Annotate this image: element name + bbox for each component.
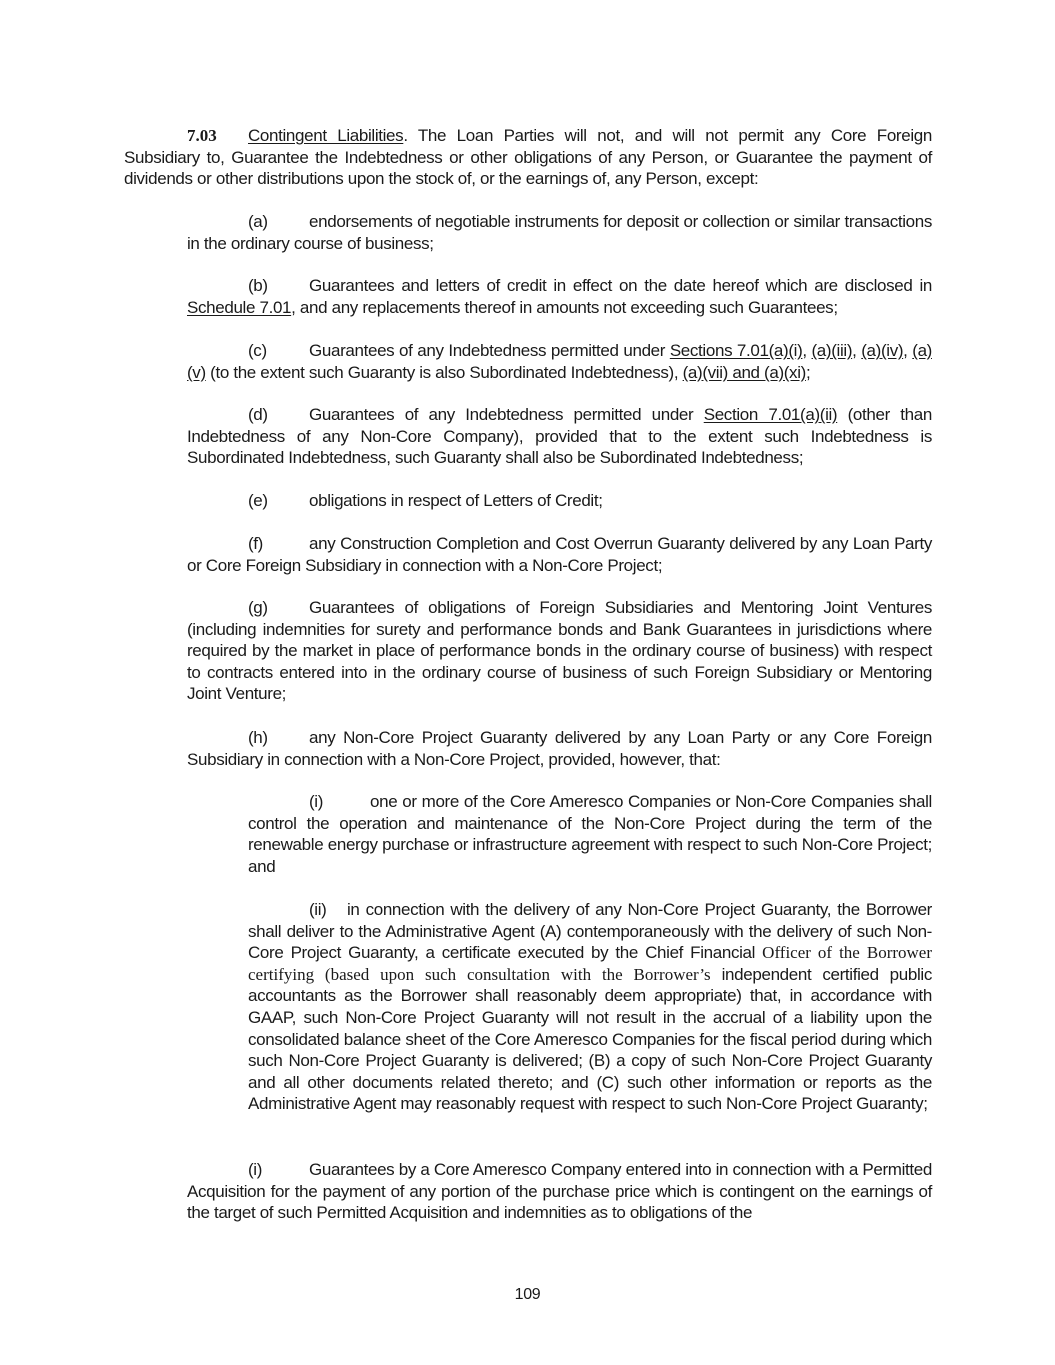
clause-h-i [248, 791, 932, 877]
clause-a [187, 211, 932, 254]
clause-text: endorsements of negotiable instruments for deposit or collection or similar transactions in the ordinary course of business; [187, 212, 932, 253]
clause-text: Guarantees of any Indebtedness permitted under [309, 341, 670, 360]
section-intro-text: . The Loan Parties will not, and will not permit any Core Foreign Subsidiary to, Guarantee the Indebtedness or other obligations of any Person, or Guarantee the payment of dividends or other distributions upon the stock of, or the earnings of, any Person, except: [124, 126, 932, 189]
section-title: Contingent Liabilities [248, 126, 404, 145]
clause-label: (g) [248, 598, 268, 617]
section-7-03-intro [124, 125, 932, 190]
clause-f [187, 533, 932, 576]
clause-text: obligations in respect of Letters of Credit; [309, 491, 603, 510]
cross-reference: (a)(v) [187, 341, 932, 382]
clause-label: (e) [248, 491, 268, 510]
clause-d [187, 404, 932, 469]
cross-reference: Sections 7.01(a)(i) [669, 341, 803, 360]
clause-label: (ii) [309, 900, 327, 919]
clause-text: (other than Indebtedness of any Non-Core Company), provided that to the extent such Indebtedness is Subordinated Indebtedness, such Guaranty shall also be Subordinated Indebtedness; [187, 405, 932, 468]
clause-text: one or more of the Core Ameresco Companies or Non-Core Companies shall control the operation and maintenance of the Non-Core Project during the term of the renewable energy purchase or infrastructure agreement with respect to such Non-Core Project; and [248, 792, 932, 876]
section-number: 7.03 [187, 126, 217, 145]
clause-h [187, 727, 932, 770]
clause-e [187, 490, 932, 512]
cross-reference: (a)(vii) and (a)(xi) [682, 362, 806, 382]
clause-text: Guarantees of any Indebtedness permitted under [309, 405, 704, 424]
clause-label: (h) [248, 728, 268, 747]
clause-label: (i) [248, 1160, 263, 1179]
clause-label: (d) [248, 405, 268, 424]
clause-label: (b) [248, 276, 268, 295]
clause-b [187, 275, 932, 318]
clause-h-ii [248, 899, 932, 1115]
clause-text: Guarantees of obligations of Foreign Subsidiaries and Mentoring Joint Ventures (including indemnities for surety and performance bonds and Bank Guarantees in jurisdictions where required by the market in place of performance bonds in the ordinary course of business) with respect to contracts entered into in the ordinary course of business of such Foreign Subsidiary or Mentoring Joint Venture; [187, 598, 932, 704]
cross-reference: Schedule 7.01 [187, 297, 292, 317]
clause-g [187, 597, 932, 705]
clause-label: (c) [248, 341, 267, 360]
clause-label: (i) [309, 792, 324, 811]
clause-text: any Non-Core Project Guaranty delivered by any Loan Party or any Core Foreign Subsidiary in connection with a Non-Core Project, provided, however, that: [187, 728, 932, 769]
page-number: 109 [514, 1286, 541, 1303]
clause-text: any Construction Completion and Cost Overrun Guaranty delivered by any Loan Party or Core Foreign Subsidiary in connection with a Non-Core Project; [187, 534, 932, 575]
clause-text: Officer of the Borrower certifying (based upon such consultation with the Borrower’s [248, 943, 932, 984]
cross-reference: (a)(iii) [811, 341, 853, 360]
clause-text: independent certified public accountants as the Borrower shall reasonably deem appropriate) that, in accordance with GAAP, such Non-Core Project Guaranty will not result in the accrual of a liability upon the consolidated balance sheet of the Core Ameresco Companies for the fiscal period during which such Non-Core Project Guaranty is delivered; (B) a copy of such Non-Core Project Guaranty and all other documents related thereto; and (C) such other information or reports as the Administrative Agent may reasonably request with respect to such Non-Core Project Guaranty; [248, 964, 932, 1114]
clause-i [187, 1159, 932, 1224]
clause-text: Guarantees and letters of credit in effect on the date hereof which are disclosed in [309, 276, 932, 295]
clause-label: (f) [248, 534, 263, 553]
clause-text: in connection with the delivery of any Non-Core Project Guaranty, the Borrower shall deliver to the Administrative Agent (A) contemporaneously with the delivery of such Non-Core Project Guaranty, a certificate executed by the Chief Financial [248, 900, 932, 963]
clause-text: , and any replacements thereof in amounts not exceeding such Guarantees; [291, 297, 838, 317]
cross-reference: (a)(iv) [861, 341, 904, 360]
cross-reference: Section 7.01(a)(ii) [703, 405, 838, 424]
clause-label: (a) [248, 212, 268, 231]
clause-text: (to the extent such Guaranty is also Subordinated Indebtedness), [205, 362, 683, 382]
clause-text: Guarantees by a Core Ameresco Company entered into in connection with a Permitted Acquisition for the payment of any portion of the purchase price which is contingent on the earnings of the target of such Permitted Acquisition and indemnities as to obligations of the [187, 1160, 932, 1223]
clause-c: (c) Guarantees of any Indebtedness permitted under Sections 7.01(a)(i), (a)(iii), (a)(iv), (a)(v) (to the extent such Guaranty is also Subordinated Indebtedness), (a)(vii) and (a)(xi); [187, 341, 932, 382]
